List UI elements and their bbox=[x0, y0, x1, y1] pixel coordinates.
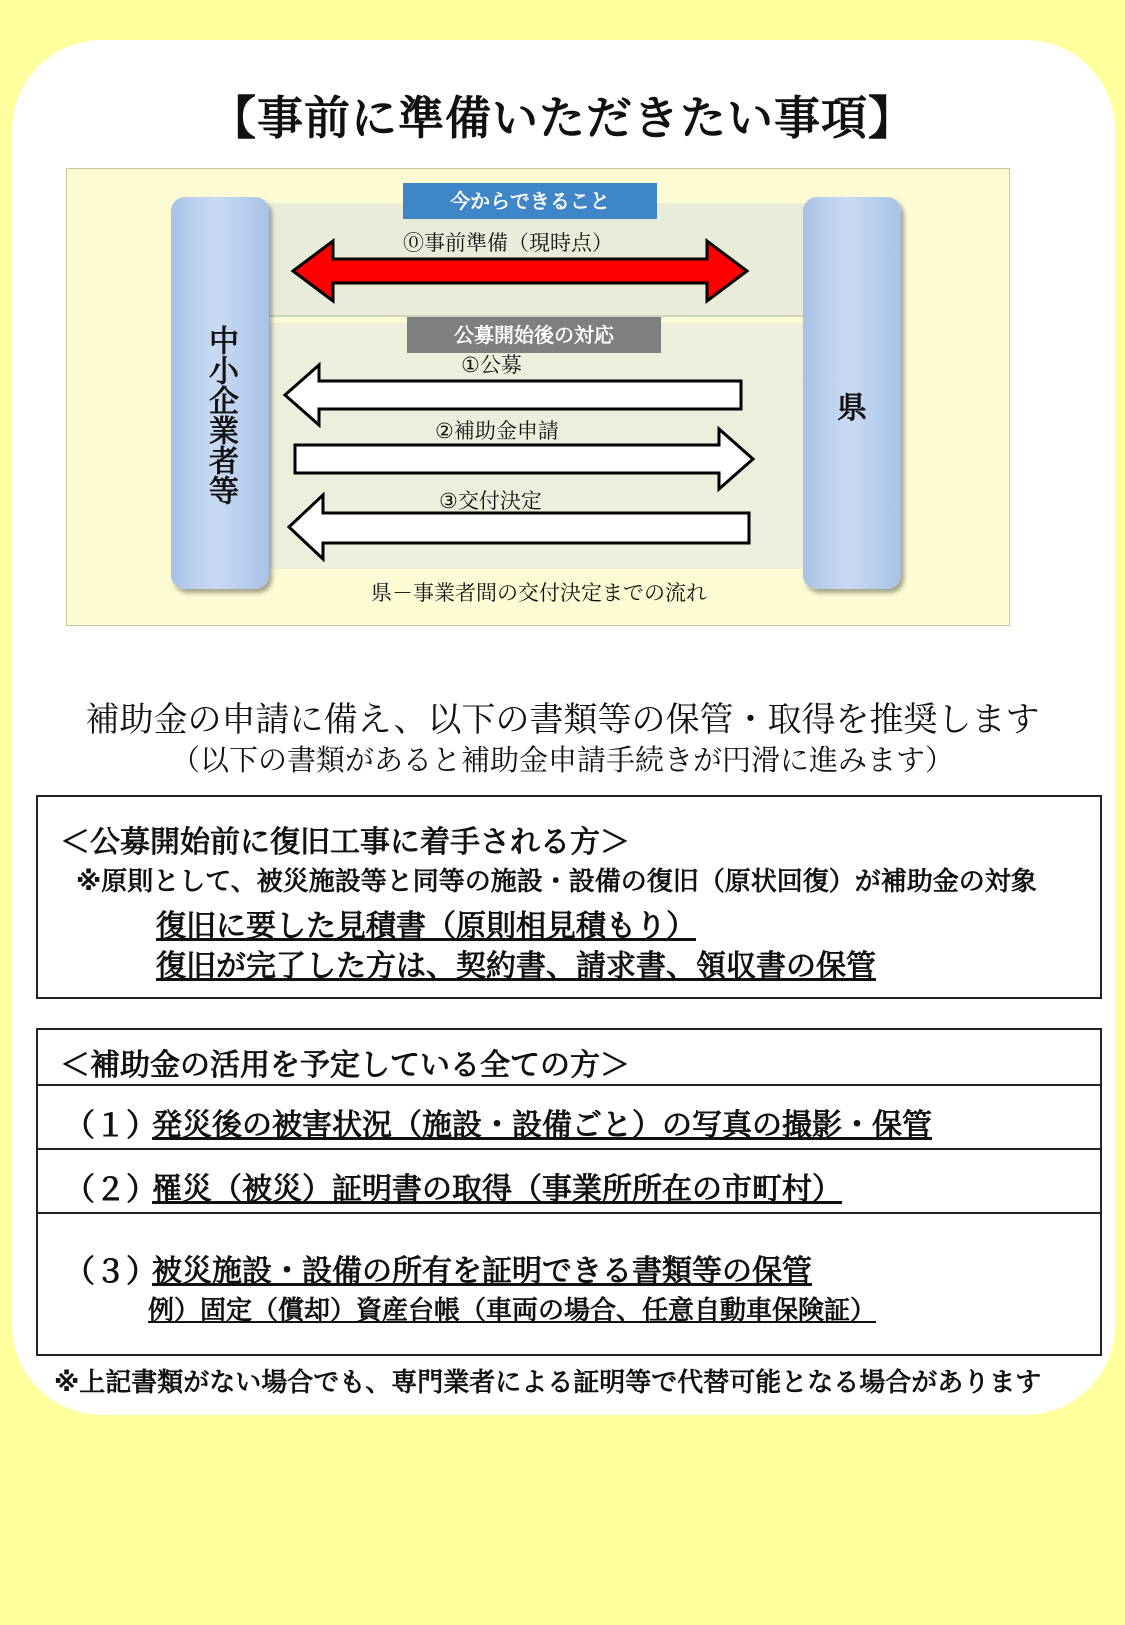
step1-label: ①公募 bbox=[461, 353, 522, 377]
tag-after: 公募開始後の対応 bbox=[407, 317, 661, 353]
item-number: （１） bbox=[64, 1108, 157, 1144]
all-applicants-box bbox=[36, 1028, 1102, 1356]
pre-offer-heading: ＜公募開始前に復旧工事に着手される方＞ bbox=[60, 825, 630, 860]
list-item bbox=[38, 1150, 1100, 1214]
sme-label-text: 中小企業者等 bbox=[203, 325, 238, 505]
step2-label: ②補助金申請 bbox=[435, 419, 559, 443]
tag-now: 今からできること bbox=[403, 183, 657, 219]
item-number: （２） bbox=[64, 1172, 157, 1208]
lead-text: 補助金の申請に備え、以下の書類等の保管・取得を推奨します bbox=[85, 700, 1040, 740]
item-text: 罹災（被災）証明書の取得（事業所所在の市町村） bbox=[152, 1172, 842, 1207]
lead-subtext: （以下の書類があると補助金申請手続きが円滑に進みます） bbox=[170, 743, 954, 777]
pre-offer-note: ※原則として、被災施設等と同等の施設・設備の復旧（原状回復）が補助金の対象 bbox=[76, 867, 1037, 897]
step3-label: ③交付決定 bbox=[439, 489, 542, 513]
all-applicants-heading: ＜補助金の活用を予定している全ての方＞ bbox=[60, 1048, 630, 1083]
prefecture-label: 県 bbox=[837, 391, 867, 426]
flow-diagram bbox=[66, 168, 1010, 626]
list-item bbox=[38, 1214, 1100, 1354]
diagram-caption: 県－事業者間の交付決定までの流れ bbox=[371, 581, 707, 605]
contract-item: 復旧が完了した方は、契約書、請求書、領収書の保管 bbox=[156, 949, 876, 984]
item-example: 例）固定（償却）資産台帳（車両の場合、任意自動車保険証） bbox=[148, 1296, 877, 1326]
all-applicants-header-row bbox=[38, 1030, 1100, 1086]
footnote: ※上記書類がない場合でも、専門業者による証明等で代替可能となる場合があります bbox=[54, 1368, 1042, 1398]
page-title: 【事前に準備いただきたい事項】 bbox=[210, 91, 915, 145]
list-item bbox=[38, 1086, 1100, 1150]
pre-offer-box bbox=[36, 795, 1102, 999]
step0-label: ⓪事前準備（現時点） bbox=[403, 231, 613, 255]
item-number: （３） bbox=[64, 1254, 157, 1290]
item-text: 被災施設・設備の所有を証明できる書類等の保管 bbox=[152, 1254, 812, 1289]
estimate-item: 復旧に要した見積書（原則相見積もり） bbox=[156, 909, 696, 944]
item-text: 発災後の被害状況（施設・設備ごと）の写真の撮影・保管 bbox=[152, 1108, 932, 1143]
